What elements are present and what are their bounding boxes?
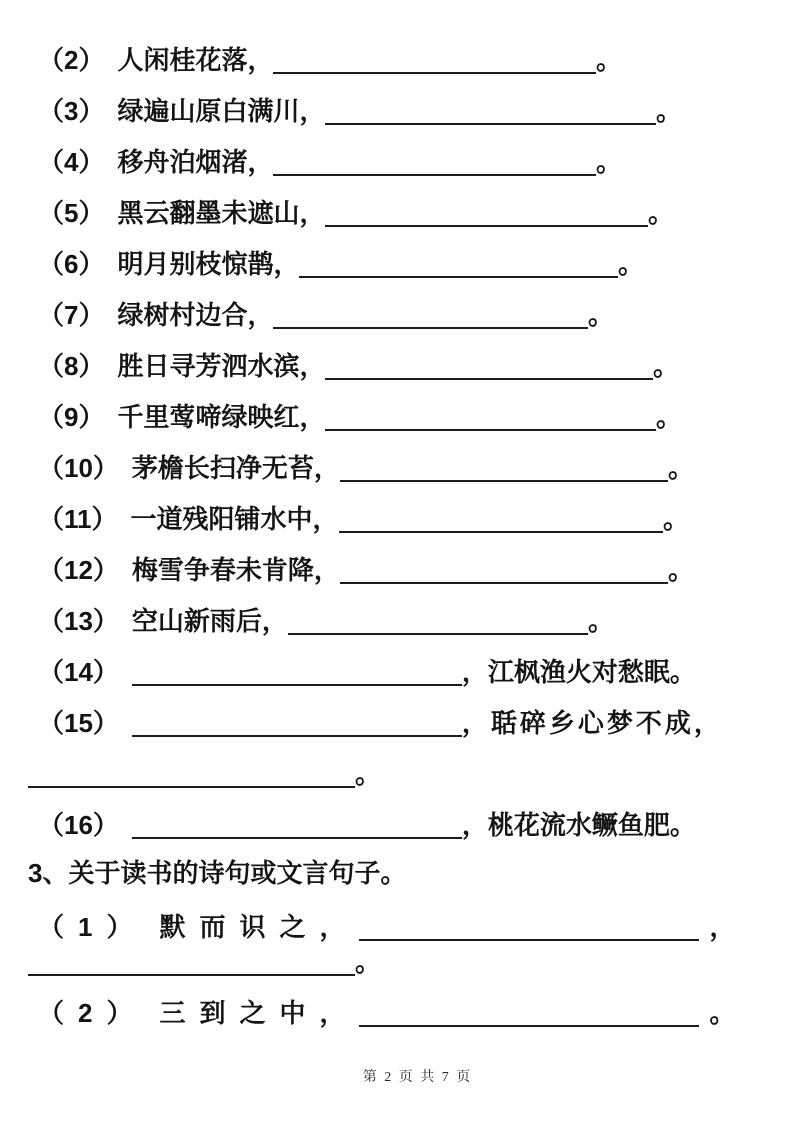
item-punctuation: 。 [355, 759, 382, 789]
answer-blank[interactable] [325, 424, 656, 431]
item-punctuation: 。 [587, 300, 614, 330]
answer-blank[interactable] [28, 781, 355, 788]
question-row [38, 450, 694, 481]
item-number: （8） [38, 351, 105, 381]
item-number: （9） [38, 402, 105, 432]
answer-blank[interactable] [28, 969, 355, 976]
page-footer: 第 2 页 共 7 页 [362, 1070, 473, 1085]
question-row [38, 705, 793, 736]
continuation-row [28, 944, 793, 975]
item-number: （2） [38, 45, 105, 75]
item-text: 梅雪争春未肯降， [131, 555, 340, 585]
answer-blank[interactable] [325, 118, 656, 125]
item-punctuation: 。 [355, 947, 382, 977]
item-text: 三到之中， [159, 998, 360, 1028]
item-number: （5） [38, 198, 105, 228]
item-text: 胜日寻芳泗水滨， [117, 351, 326, 381]
item-punctuation: 。 [647, 198, 674, 228]
item-punctuation: 。 [667, 555, 694, 585]
question-row [38, 501, 689, 532]
item-text: 人闲桂花落， [117, 45, 274, 75]
question-row [38, 603, 614, 634]
question-row [38, 348, 679, 379]
answer-blank[interactable] [359, 1020, 699, 1027]
item-punctuation: 。 [587, 606, 614, 636]
continuation-row [28, 756, 793, 787]
item-number: （14） [38, 657, 119, 687]
item-number: （16） [38, 810, 119, 840]
answer-blank[interactable] [132, 832, 462, 839]
answer-blank[interactable] [339, 526, 663, 533]
item-number: （12） [38, 555, 119, 585]
item-punctuation: 。 [652, 351, 679, 381]
question-row [38, 654, 793, 685]
item-punctuation: ， [709, 912, 736, 942]
item-text: ，桃花流水鳜鱼肥。 [461, 810, 696, 840]
item-punctuation: 。 [655, 96, 682, 126]
answer-blank[interactable] [132, 679, 462, 686]
item-text: 千里莺啼绿映红， [117, 402, 326, 432]
answer-blank[interactable] [340, 475, 668, 482]
question-row [38, 399, 682, 430]
section-heading: 3、关于读书的诗句或文言句子。 [28, 858, 407, 888]
question-row [38, 144, 622, 175]
item-punctuation: 。 [617, 249, 644, 279]
item-punctuation: 。 [595, 147, 622, 177]
answer-blank[interactable] [325, 373, 653, 380]
item-text: 茅檐长扫净无苔， [131, 453, 340, 483]
item-punctuation: 。 [667, 453, 694, 483]
item-punctuation: 。 [655, 402, 682, 432]
question-row [38, 195, 674, 226]
answer-blank[interactable] [273, 169, 596, 176]
answer-blank[interactable] [132, 730, 462, 737]
item-number: （10） [38, 453, 119, 483]
item-text: 绿树村边合， [117, 300, 274, 330]
answer-blank[interactable] [299, 271, 618, 278]
question-row [38, 42, 622, 73]
question-row [38, 297, 614, 328]
answer-blank[interactable] [288, 628, 588, 635]
item-number: （1） [38, 912, 147, 942]
item-punctuation: 。 [595, 45, 622, 75]
item-text: ，江枫渔火对愁眠。 [461, 657, 696, 687]
item-number: （15） [38, 708, 119, 738]
item-text: 默而识之， [159, 912, 360, 942]
question-row [38, 246, 644, 277]
answer-blank[interactable] [325, 220, 648, 227]
answer-blank[interactable] [359, 934, 699, 941]
item-text: 黑云翻墨未遮山， [117, 198, 326, 228]
item-text: 一道残阳铺水中， [130, 504, 339, 534]
item-text: 移舟泊烟渚， [117, 147, 274, 177]
question-row [38, 909, 793, 940]
question-row [38, 807, 793, 838]
item-number: （6） [38, 249, 105, 279]
item-number: （4） [38, 147, 105, 177]
item-text: ，聒碎乡心梦不成， [461, 708, 723, 738]
item-number: （11） [38, 504, 118, 534]
item-number: （7） [38, 300, 105, 330]
item-text: 明月别枝惊鹊， [117, 249, 300, 279]
item-number: （3） [38, 96, 105, 126]
item-text: 绿遍山原白满川， [117, 96, 326, 126]
answer-blank[interactable] [273, 67, 596, 74]
item-number: （2） [38, 998, 147, 1028]
answer-blank[interactable] [273, 322, 588, 329]
item-number: （13） [38, 606, 119, 636]
answer-blank[interactable] [340, 577, 668, 584]
item-punctuation: 。 [662, 504, 689, 534]
item-punctuation: 。 [709, 998, 736, 1028]
question-row [38, 93, 682, 124]
item-text: 空山新雨后， [131, 606, 288, 636]
question-row [38, 995, 793, 1026]
question-row [38, 552, 694, 583]
